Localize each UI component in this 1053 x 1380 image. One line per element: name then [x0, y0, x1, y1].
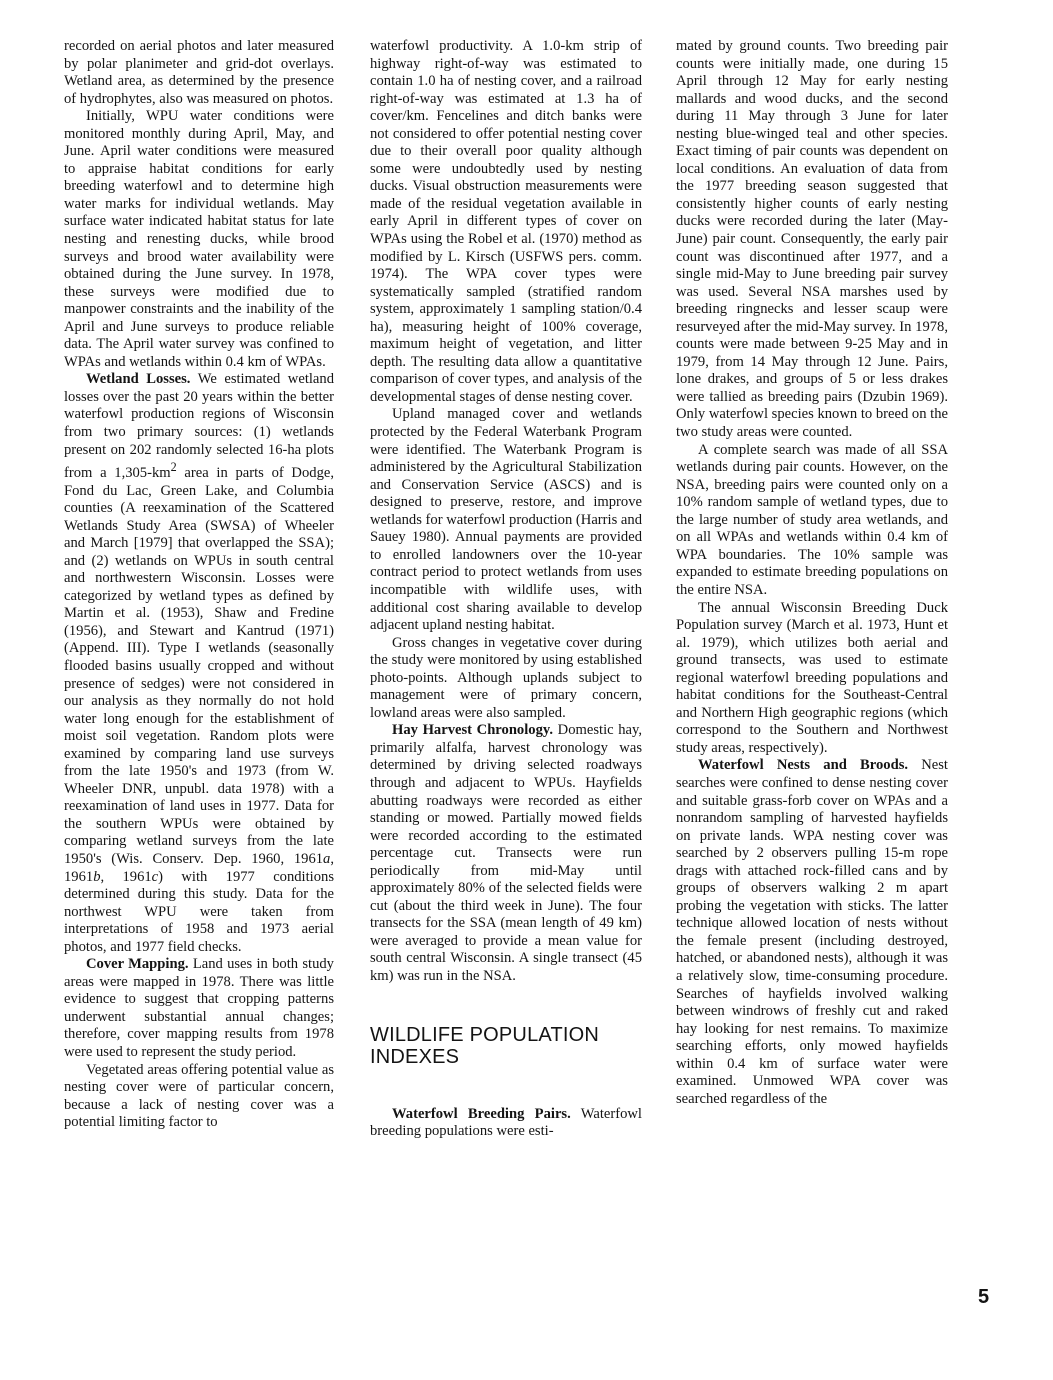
col2-paragraph-hay-harvest: Hay Harvest Chronology. Domestic hay, primarily alfalfa, harvest chronology was determined by driving selected roadways through and adjacent to WPUs. Hayfields abutting roadways were recorded as either standing or mowed. Partially mowed fields were recorded according to the estimated percentage cut. Transects were run periodically from mid-May until approximately 80% of the selected fields were cut (about the third week in June). The four transects for the SSA (mean length of 49 km) were averaged to provide a mean value for south central Wisconsin. A single transect (45 km) was run in the NSA.	[370, 722, 642, 984]
col2-paragraph-3: Gross changes in vegetative cover during the study were monitored by using established photo-points. Although uplands subject to management were of primary concern, lowland areas were also sampled.	[370, 634, 642, 721]
col1-paragraph-1: recorded on aerial photos and later measured by polar planimeter and grid-dot overlays. Wetland area, as determined by the presence of hydrophytes, also was measured on photos.	[64, 38, 334, 107]
col1-paragraph-2: Initially, WPU water conditions were monitored monthly during April, May, and June. April water conditions were measured to appraise habitat conditions for early breeding waterfowl and to determine high water marks for individual wetlands. May surface water indicated habitat status for late nesting and renesting ducks, while brood surveys and brood water availability were obtained during the June survey. In 1978, these surveys were modified due to manpower constraints and the inability of the April and June surveys to produce reliable data. The April water survey was confined to WPAs and wetlands within 0.4 km of WPAs.	[64, 108, 334, 370]
col2-paragraph-1: waterfowl productivity. A 1.0-km strip of highway right-of-way was estimated to contain 1.0 ha of nesting cover, and a railroad right-of-way was estimated at 1.3 ha of cover/km. Fencelines and ditch banks were not considered to offer potential nesting cover due to their overall poor quality although some were undoubtedly used by nesting ducks. Visual obstruction measurements were made of the residual vegetation available in early April in different types of cover on WPAs using the Robel et al. (1970) method as modified by L. Kirsch (USFWS pers. comm. 1974). The WPA cover types were systematically sampled (stratified random system, approximately 1 sampling station/0.4 ha), measuring height of 100% coverage, maximum height of vegetation, and litter depth. The resulting data allow a quantitative comparison of cover types, and analysis of the developmental stages of dense nesting cover.	[370, 38, 642, 405]
column-2	[370, 38, 642, 1141]
col2-paragraph-breeding-pairs: Waterfowl Breeding Pairs. Waterfowl breeding populations were esti-	[370, 1105, 642, 1140]
run-in-heading-breeding-pairs: Waterfowl Breeding Pairs.	[392, 1105, 571, 1122]
col1-paragraph-wetland-losses: Wetland Losses. We estimated wetland losses over the past 20 years within the better waterfowl production regions of Wisconsin from two primary sources: (1) wetlands present on 202 randomly selected 16-ha plots from a $1,305-km^2$ area in parts of Dodge, Fond du Lac, Green Lake, and Columbia counties (A reexamination of the Scattered Wetlands Study Area (SWSA) of Wheeler and March [1979] that overlapped the SSA); and (2) wetlands on WPUs in south central and northwestern Wisconsin. Losses were categorized by wetland types as defined by Martin et al. (1953), Shaw and Fredine (1956), and Stewart and Kantrud (1971) (Append. III). Type I wetlands (seasonally flooded basins usually cropped and without presence of sedges) were not considered in our analysis as they normally do not hold water long enough for the establishment of moist soil vegetation. Random plots were examined by comparing land use surveys from the late 1950's and 1973 (from W. Wheeler DNR, unpubl. data 1978) with a reexamination of land uses in 1977. Data for the southern WPUs were obtained by comparing wetland surveys from the late 1950's (Wis. Conserv. Dep. 1960, 1961a, 1961b, 1961c) with 1977 conditions determined during this study. Data for the northwest WPU were taken from interpretations of 1958 and 1973 aerial photos, and 1977 field checks.	[64, 371, 334, 955]
column-1	[64, 38, 334, 1132]
col1-paragraph-cover-mapping: Cover Mapping. Land uses in both study areas were mapped in 1978. There was little evidence to suggest that cropping patterns underwent substantial annual changes; therefore, cover mapping results from 1978 were used to represent the study period.	[64, 956, 334, 1061]
page-number: 5	[978, 1286, 990, 1308]
col3-paragraph-1: mated by ground counts. Two breeding pair counts were initially made, one during 15 April through 12 May for early nesting mallards and wood ducks, and the second during 11 May through 3 June for later nesting blue-winged teal and other species. Exact timing of pair counts was dependent on local conditions. An evaluation of data from the 1977 breeding season suggested that consistently higher counts of early nesting ducks were recorded during the later (May-June) pair count. Consequently, the early pair count was discontinued after 1977, and a single mid-May to June breeding pair survey was used. Several NSA marshes used by breeding ringnecks and lesser scaup were resurveyed after the mid-May survey. In 1978, counts were made between 9-25 May and in 1979, from 14 May through 12 June. Pairs, lone drakes, and groups of 5 or less drakes were tallied as breeding pairs (Dzubin 1969). Only waterfowl species known to breed on the two study areas were counted.	[676, 38, 948, 441]
col2-paragraph-2: Upland managed cover and wetlands protected by the Federal Waterbank Program were identified. The Waterbank Program is administered by the Agricultural Stabilization and Conservation Service (ASCS) and is designed to preserve, restore, and improve wetlands for waterfowl production (Harris and Sauey 1980). Annual payments are provided to enrolled landowners over the 10-year contract period to protect wetlands from uses incompatible with wildlife uses, with additional cost sharing available to develop adjacent upland nesting habitat.	[370, 406, 642, 634]
run-in-heading-cover-mapping: Cover Mapping.	[86, 956, 189, 973]
col3-paragraph-nests-broods: Waterfowl Nests and Broods. Nest searches were confined to dense nesting cover and suitable grass-forb cover on WPAs and a nonrandom sampling of harvested hayfields on private lands. WPA nesting cover was searched by 2 observers pulling 15-m rope drags with attached rock-filled cans and by groups of observers walking 2 m apart probing the vegetation with sticks. The latter technique allowed location of nests without the female present (including destroyed, hatched, or abandoned nests), although it was a relatively slow, time-consuming procedure. Searches of hayfields involved walking between windrows of freshly cut and raked hay looking for nest remains. To maximize searching efforts, only mowed hayfields within 0.4 km of surface water were examined. Unmowed WPA cover was searched regardless of the	[676, 757, 948, 1107]
col1-paragraph-5: Vegetated areas offering potential value as nesting cover were of particular concern, because a lack of nesting cover was a potential limiting factor to	[64, 1061, 334, 1131]
col3-paragraph-2: A complete search was made of all SSA wetlands during pair counts. However, on the NSA, breeding pairs were counted only on a 10% random sample of wetland types, due to the large number of study area wetlands, and on all WPAs and wetlands within 0.4 km of WPA boundaries. The 10% sample was expanded to estimate breeding populations on the entire NSA.	[676, 441, 948, 598]
run-in-heading-wetland-losses: Wetland Losses.	[86, 371, 191, 388]
run-in-heading-nests-broods: Waterfowl Nests and Broods.	[698, 757, 909, 774]
col3-paragraph-3: The annual Wisconsin Breeding Duck Population survey (March et al. 1973, Hunt et al. 1979), which utilizes both aerial and ground transects, was used to estimate regional waterfowl breeding populations and habitat conditions for the Southeast-Central and Northern High geographic regions (which correspond to the Southern and Northwest study areas, respectively).	[676, 599, 948, 756]
column-3	[676, 38, 948, 1108]
section-heading: WILDLIFE POPULATION INDEXES	[370, 1023, 600, 1068]
run-in-heading-hay-harvest: Hay Harvest Chronology.	[392, 722, 554, 739]
